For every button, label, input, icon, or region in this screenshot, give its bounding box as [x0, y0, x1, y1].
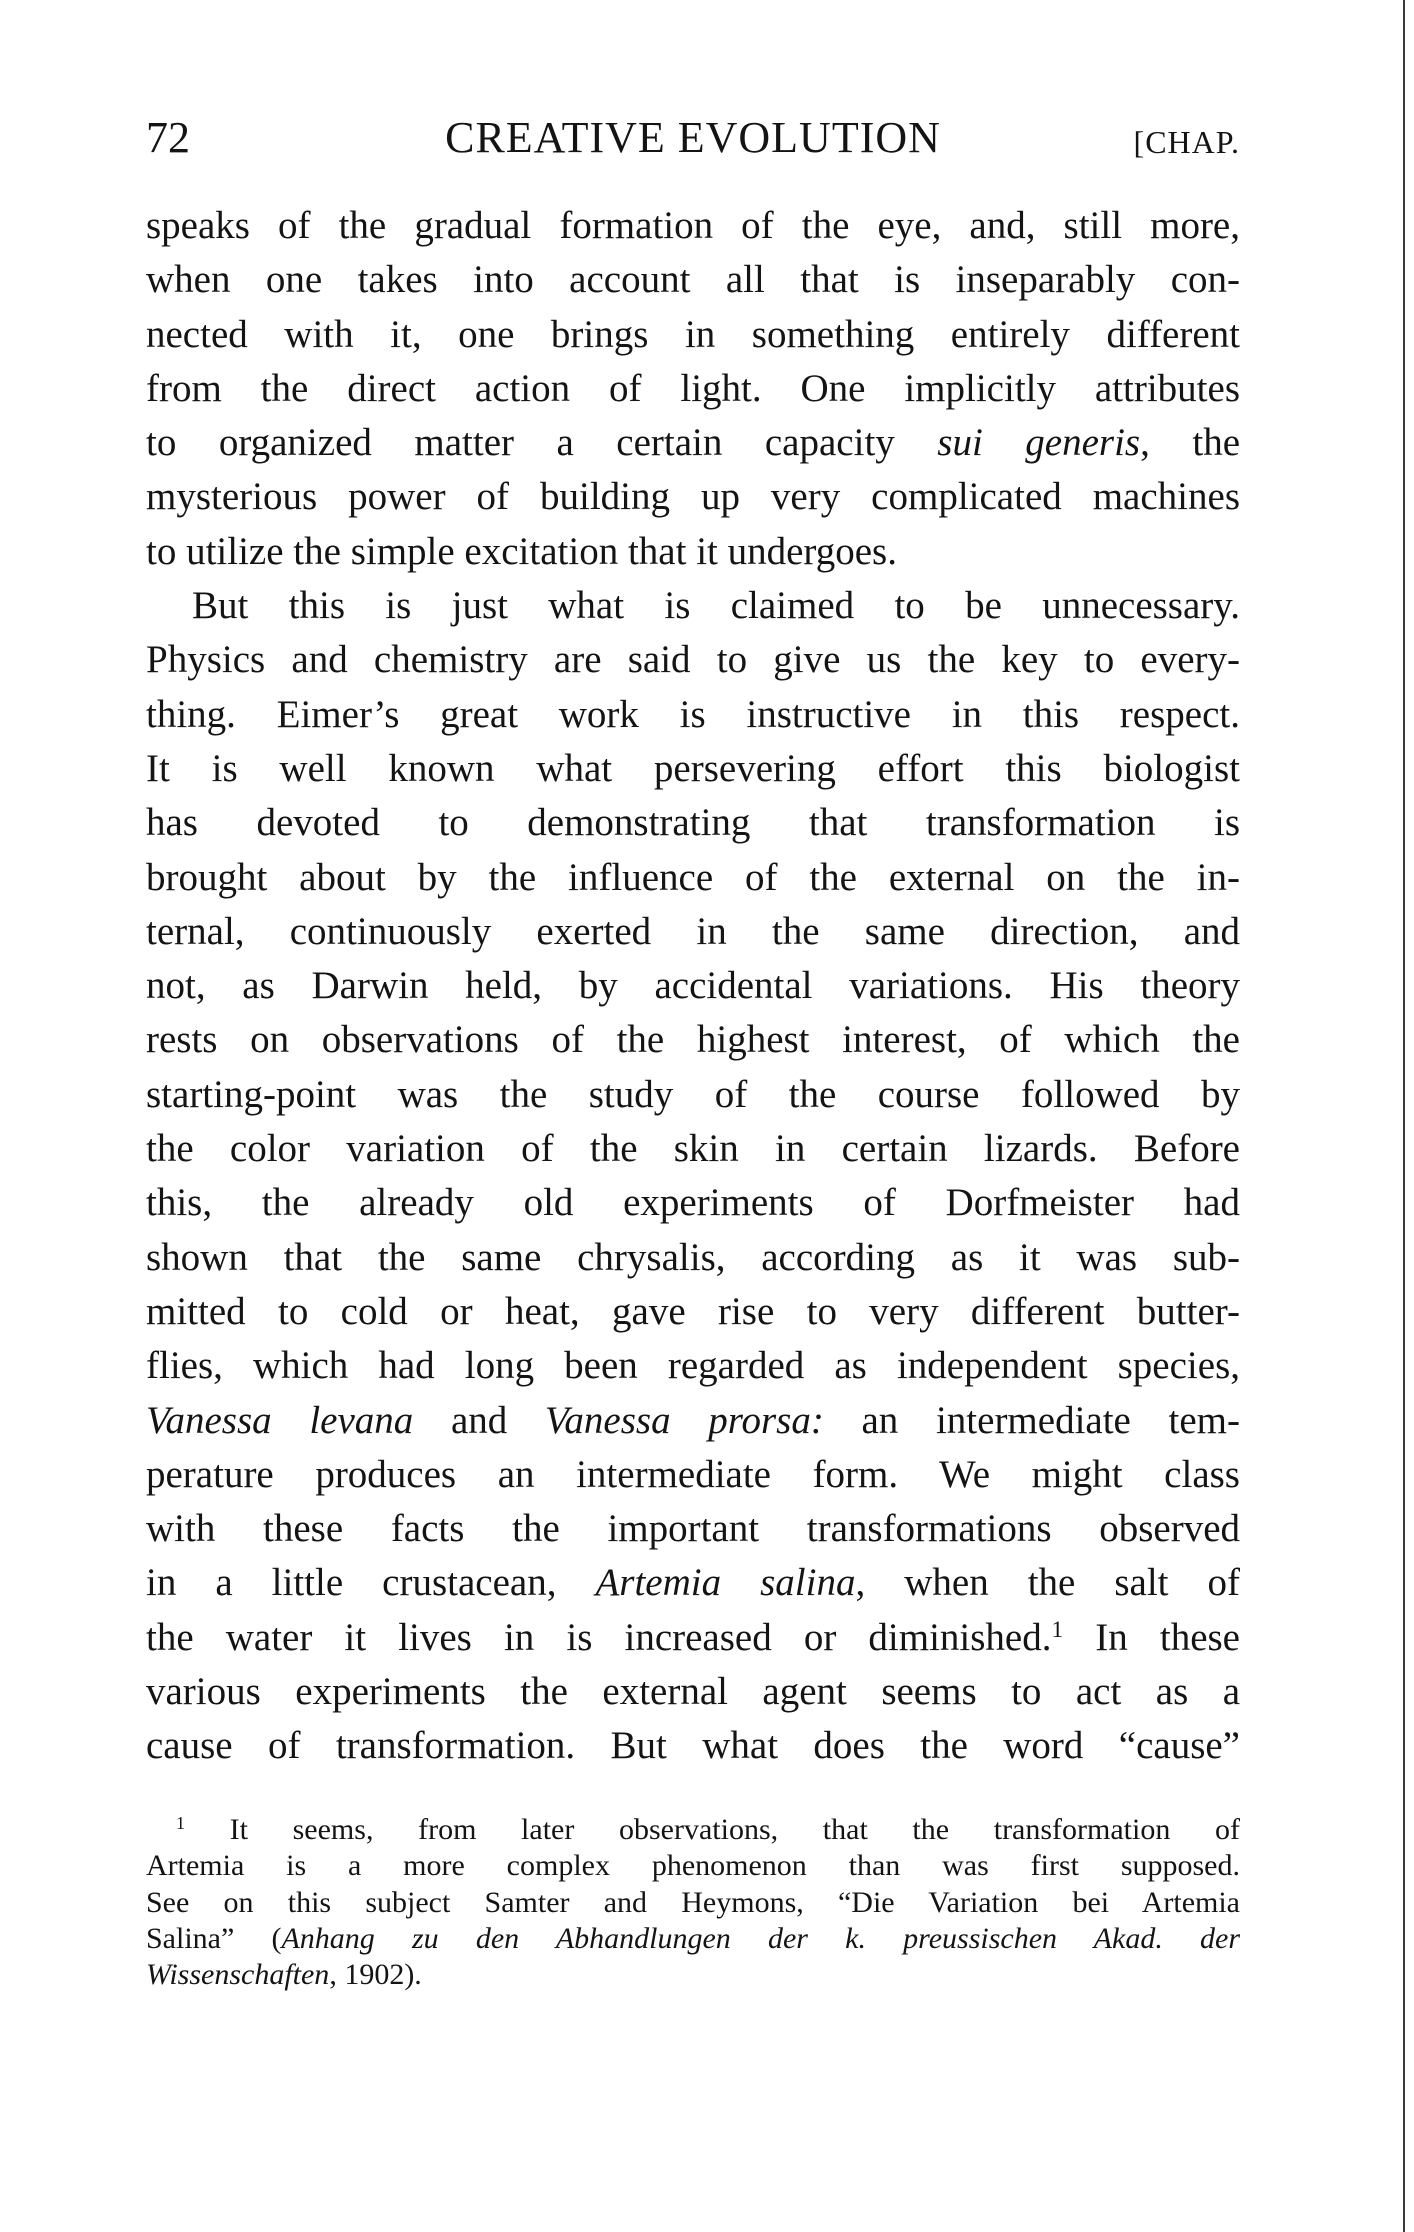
- page-edge-line: [1403, 0, 1405, 2232]
- text-line: flies, which had long been regarded as independent species,: [146, 1344, 1240, 1388]
- text-line: brought about by the influence of the external on the in-: [146, 855, 1240, 899]
- chapter-tag: [CHAP.: [1133, 124, 1240, 160]
- text-line: It is well known what persevering effort this biologist: [146, 746, 1240, 790]
- text-line: shown that the same chrysalis, according as it was sub-: [146, 1235, 1240, 1279]
- footnote-line: Salina” (Anhang zu den Abhandlungen der k. preussischen Akad. der: [146, 1921, 1240, 1955]
- text-line: when one takes into account all that is inseparably con-: [146, 258, 1240, 302]
- text-line: Physics and chemistry are said to give us the key to every-: [146, 638, 1240, 682]
- text-line: to utilize the simple excitation that it undergoes.: [146, 529, 897, 573]
- text-line: the color variation of the skin in certain lizards. Before: [146, 1127, 1240, 1171]
- page-header: [146, 108, 1240, 168]
- text-line: in a little crustacean, Artemia salina, when the salt of: [146, 1561, 1241, 1605]
- text-line: cause of transformation. But what does the word “cause”: [146, 1724, 1240, 1768]
- text-line: But this is just what is claimed to be unnecessary.: [192, 584, 1240, 628]
- text-line: this, the already old experiments of Dorfmeister had: [146, 1181, 1240, 1225]
- text-line: perature produces an intermediate form. We might class: [146, 1452, 1240, 1496]
- text-line: rests on observations of the highest interest, of which the: [146, 1018, 1240, 1062]
- text-line: Vanessa levana and Vanessa prorsa: an intermediate tem-: [146, 1398, 1240, 1442]
- text-line: speaks of the gradual formation of the eye, and, still more,: [146, 204, 1240, 247]
- text-line: the water it lives in is increased or diminished.$^1$ In these: [146, 1615, 1240, 1659]
- text-line: not, as Darwin held, by accidental variations. His theory: [146, 964, 1240, 1008]
- running-title: CREATIVE EVOLUTION: [445, 113, 941, 162]
- footnote-line: $^1$ It seems, from later observations, that the transformation of: [176, 1813, 1240, 1846]
- text-line: thing. Eimer’s great work is instructive in this respect.: [146, 692, 1240, 736]
- text-line: to organized matter a certain capacity sui generis, the: [146, 421, 1240, 465]
- footnote: [146, 1812, 1240, 1993]
- text-line: starting-point was the study of the course followed by: [146, 1072, 1240, 1116]
- footnote-line: Artemia is a more complex phenomenon than was first supposed.: [146, 1849, 1240, 1883]
- text-line: from the direct action of light. One implicitly attributes: [146, 366, 1240, 410]
- footnote-line: Wissenschaften, 1902).: [146, 1958, 422, 1992]
- text-line: mysterious power of building up very complicated machines: [146, 475, 1240, 519]
- page-number: 72: [146, 113, 190, 162]
- body-text: [146, 199, 1240, 1774]
- text-line: has devoted to demonstrating that transformation is: [146, 801, 1240, 845]
- text-line: with these facts the important transformations observed: [146, 1507, 1240, 1551]
- text-line: ternal, continuously exerted in the same direction, and: [146, 909, 1240, 953]
- footnote-line: See on this subject Samter and Heymons, “Die Variation bei Artemia: [146, 1885, 1240, 1919]
- text-line: nected with it, one brings in something entirely different: [146, 312, 1240, 356]
- text-line: various experiments the external agent seems to act as a: [146, 1670, 1240, 1714]
- text-line: mitted to cold or heat, gave rise to very different butter-: [146, 1289, 1240, 1333]
